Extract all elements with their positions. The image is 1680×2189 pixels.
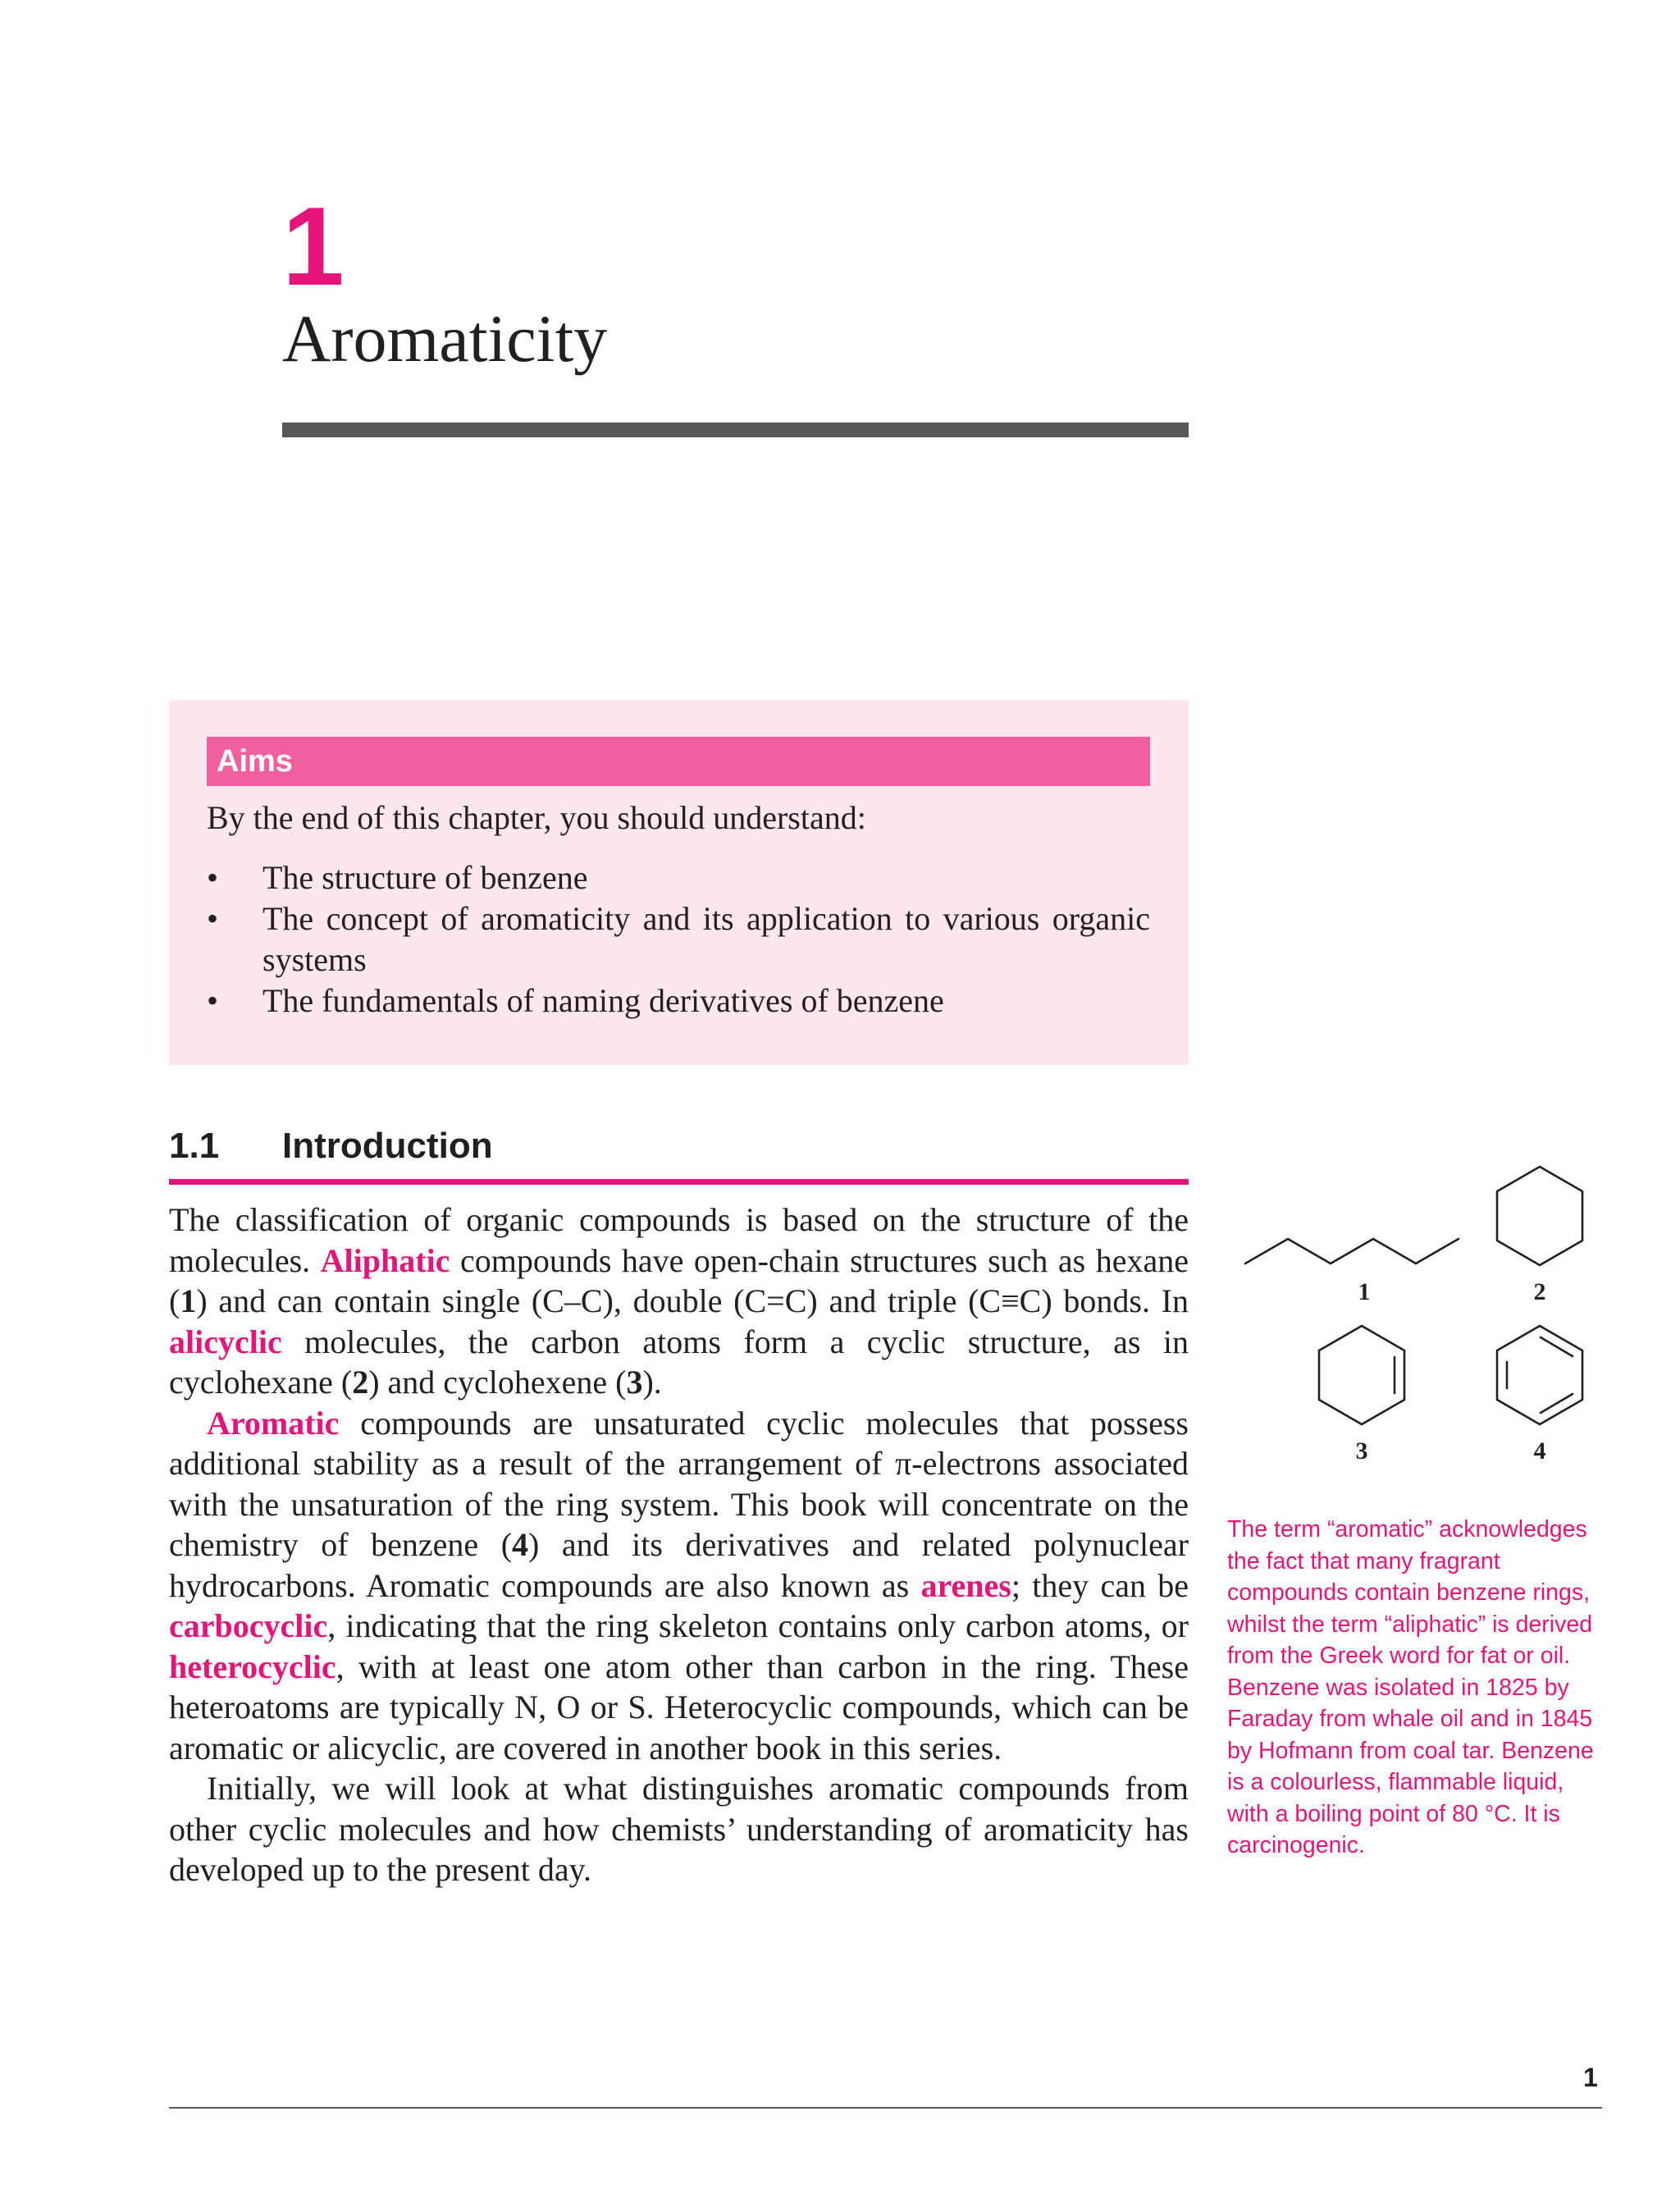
hexane-structure: [1245, 1239, 1459, 1264]
compound-ref: 3: [626, 1364, 643, 1401]
footer-rule: [169, 2107, 1602, 2109]
bullet-icon: •: [207, 982, 219, 1019]
aims-list: [207, 857, 1150, 1021]
bullet-icon: •: [207, 900, 219, 937]
structure-label: 2: [1533, 1278, 1546, 1305]
term-alicyclic: alicyclic: [169, 1323, 282, 1360]
section-heading: [169, 1128, 493, 1164]
margin-note: The term “aromatic” acknowledges the fact that many fragrant compounds contain benzene rings, whilst the term “aliphatic” is derived from the Greek word for fat or oil. Benzene was isolated in 1825 by Faraday from whale oil and in 1845 by Hofmann from coal tar. Benzene is a colourless, flammable liquid, with a boiling point of 80 °C. It is carcinogenic.: [1227, 1516, 1594, 1858]
compound-ref: 4: [512, 1526, 529, 1563]
term-carbocyclic: carbocyclic: [169, 1607, 328, 1644]
term-aliphatic: Aliphatic: [320, 1241, 450, 1279]
structure-label: 1: [1358, 1278, 1371, 1305]
aims-item: • The concept of aromaticity and its application to various organic systems: [207, 900, 1150, 978]
benzene-structure: [1497, 1326, 1582, 1424]
cyclohexane-structure: [1497, 1167, 1582, 1265]
compound-ref: 2: [352, 1364, 369, 1401]
body-text: [169, 1200, 1189, 1890]
chemical-structures: [1239, 1163, 1624, 1492]
paragraph-1: The classification of organic compounds is based on the structure of the molecules. Aliphatic compounds have open-chain structures such as hexane (1) and can contain single (C–C), double (C=C) and triple (C≡C) bonds. In alicyclic molecules, the carbon atoms form a cyclic structure, as in cyclohexane (2) and cyclohexene (3).: [169, 1201, 1189, 1401]
term-aromatic: Aromatic: [207, 1404, 340, 1442]
paragraph-3: Initially, we will look at what distinguishes aromatic compounds from other cyclic molecules and how chemists’ understanding of aromaticity has developed up to the present day.: [169, 1770, 1189, 1888]
title-rule: [282, 423, 1189, 437]
compound-ref: 1: [180, 1282, 197, 1319]
section-title: Introduction: [282, 1126, 493, 1166]
structure-label: 3: [1355, 1437, 1368, 1465]
chapter-title: Aromaticity: [282, 301, 608, 376]
cyclohexene-structure: [1319, 1326, 1404, 1424]
aims-box: [169, 700, 1189, 1065]
chapter-number: 1: [282, 184, 345, 308]
term-heterocyclic: heterocyclic: [169, 1647, 336, 1685]
aims-item: • The fundamentals of naming derivatives of benzene: [207, 980, 1150, 1021]
aims-intro: By the end of this chapter, you should understand:: [207, 799, 866, 836]
aims-heading: Aims: [207, 737, 1150, 786]
paragraph-2: Aromatic compounds are unsaturated cyclic molecules that possess additional stability as a result of the arrangement of π-electrons associated with the unsaturation of the ring system. This book will concentrate on the chemistry of benzene (4) and its derivatives and related polynuclear hydrocarbons. Aromatic compounds are also known as arenes; they can be carbocyclic, indicating that the ring skeleton contains only carbon atoms, or heterocyclic, with at least one atom other than carbon in the ring. These heteroatoms are typically N, O or S. Heterocyclic compounds, which can be aromatic or alicyclic, are covered in another book in this series.: [169, 1404, 1189, 1766]
aims-item: • The structure of benzene: [207, 857, 1150, 898]
page-number: 1: [1583, 2063, 1598, 2092]
structure-label: 4: [1533, 1437, 1546, 1465]
term-arenes: arenes: [920, 1566, 1011, 1604]
bullet-icon: •: [207, 859, 219, 896]
section-rule: [169, 1179, 1189, 1185]
section-number: 1.1: [169, 1126, 220, 1166]
